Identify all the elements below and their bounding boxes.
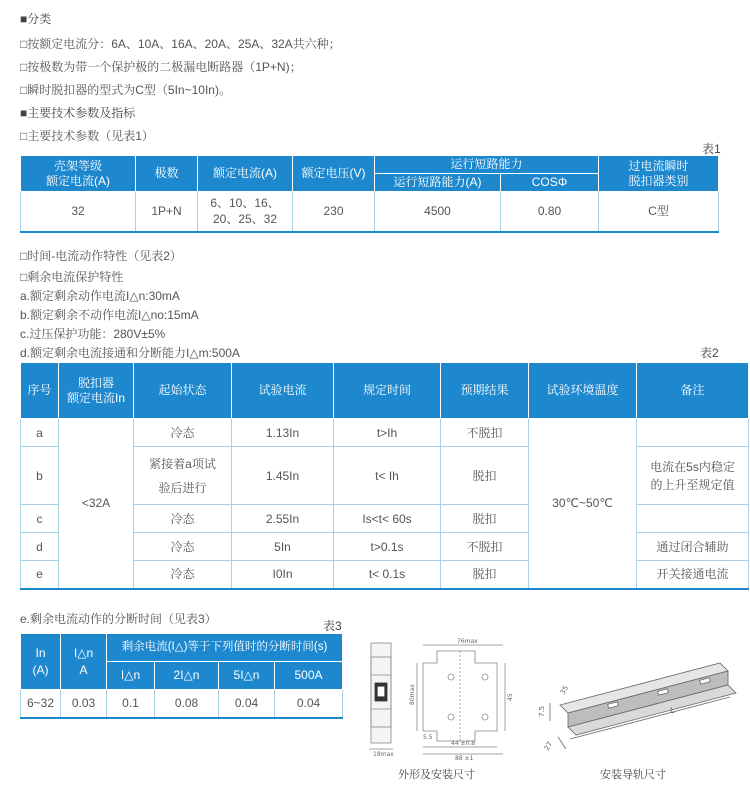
table2-header-current: 试验电流 (232, 363, 334, 419)
table2-cell-state: 冷态 (134, 533, 232, 561)
table1-header-frame: 壳架等级 额定电流(A) (21, 156, 136, 192)
table2-cell-note: 通过闭合辅助 (637, 533, 749, 561)
table1-caption: 表1 (702, 142, 721, 156)
table3-header-1idn: I△n (107, 662, 155, 690)
table2-cell-result: 脱扣 (441, 505, 529, 533)
table2-cell-current: 2.55In (232, 505, 334, 533)
table2-cell-state: 紧接着a项试 验后进行 (134, 447, 232, 505)
table2-cell-note (637, 419, 749, 447)
table2-cell-result: 不脱扣 (441, 419, 529, 447)
text-line-residual: □剩余电流保护特性 (20, 270, 124, 284)
din-rail (550, 663, 736, 749)
table1-cell-cos: 0.80 (501, 192, 599, 232)
rail-length-label: L (670, 706, 675, 715)
table2-cell-note (637, 505, 749, 533)
table2-caption: 表2 (700, 346, 719, 360)
table2-header-no: 序号 (21, 363, 59, 419)
text-line-overvoltage: c.过压保护功能：280V±5% (20, 327, 166, 341)
table2-cell-current: I0In (232, 561, 334, 589)
dim-18-label: 18max (373, 751, 394, 758)
table2-header-result: 预期结果 (441, 363, 529, 419)
table1-header-sc: 运行短路能力 (375, 156, 599, 174)
table2-cell-current: 1.13In (232, 419, 334, 447)
dim-44-label: 44 ±0.8 (451, 740, 476, 747)
table3 (20, 633, 343, 719)
text-line-idn: a.额定剩余动作电流I△n:30mA (20, 289, 180, 303)
rail-drawing-caption: 安装导轨尺寸 (600, 769, 666, 781)
dim-5-5-label: 5.5 (423, 734, 433, 741)
table2-cell-rated: <32A (59, 419, 134, 589)
table2-cell-current: 1.45In (232, 447, 334, 505)
table3-header-in: In (A) (21, 634, 61, 690)
table2-header-time: 规定时间 (334, 363, 441, 419)
dim-45-label: 45 (507, 693, 514, 701)
table2-cell-no: c (21, 505, 59, 533)
text-line-time-current: □时间-电流动作特性（见表2） (20, 249, 182, 263)
table1-cell-voltage: 230 (293, 192, 375, 232)
table2-cell-note: 电流在5s内稳定 的上升至规定值 (637, 447, 749, 505)
dim-80-label: 80max (409, 684, 416, 705)
table2-header-note: 备注 (637, 363, 749, 419)
table2-cell-time: t>0.1s (334, 533, 441, 561)
table1-header-voltage: 额定电压(V) (293, 156, 375, 192)
dim-88-label: 88 ±1 (455, 755, 474, 760)
text-line-idm: d.额定剩余电流接通和分断能力I△m:500A (20, 346, 240, 360)
table1-cell-sc-a: 4500 (375, 192, 501, 232)
text-line-current-classes: □按额定电流分：6A、10A、16A、20A、25A、32A共六种； (20, 37, 341, 51)
table3-cell-500a: 0.04 (275, 690, 343, 718)
table3-header-5idn: 5I△n (219, 662, 275, 690)
text-line-trip-type: □瞬时脱扣器的型式为C型（5In~10In)。 (20, 83, 231, 97)
table2-cell-result: 脱扣 (441, 561, 529, 589)
table1-cell-poles: 1P+N (136, 192, 198, 232)
table2-cell-no: d (21, 533, 59, 561)
table2-cell-current: 5In (232, 533, 334, 561)
table3-cell-in: 6~32 (21, 690, 61, 718)
table1-cell-frame: 32 (21, 192, 136, 232)
dimension-drawing (365, 635, 525, 760)
rail-7-5-label: 7.5 (538, 705, 546, 717)
table3-header-500a: 500A (275, 662, 343, 690)
table2-cell-result: 脱扣 (441, 447, 529, 505)
table2-cell-note: 开关接通电流 (637, 561, 749, 589)
section-heading-parameters: ■主要技术参数及指标 (20, 106, 136, 120)
table3-header-group: 剩余电流(I△)等于下列值时的分断时间(s) (107, 634, 343, 662)
table1-header-poles: 极数 (136, 156, 198, 192)
table3-cell-5idn: 0.04 (219, 690, 275, 718)
table2-header-rated: 脱扣器 额定电流In (59, 363, 134, 419)
table2-cell-no: b (21, 447, 59, 505)
table3-caption: 表3 (323, 619, 342, 633)
table2-cell-time: t< Ih (334, 447, 441, 505)
breaker-front-view (369, 643, 393, 749)
text-line-break-time: e.剩余电流动作的分断时间（见表3） (20, 612, 217, 626)
table2-row-a (21, 419, 749, 447)
table3-cell-1idn: 0.1 (107, 690, 155, 718)
table3-header-2idn: 2I△n (155, 662, 219, 690)
text-line-params-ref: □主要技术参数（见表1） (20, 129, 154, 143)
table2-cell-no: a (21, 419, 59, 447)
table2-header-state: 起始状态 (134, 363, 232, 419)
table1-header-trip: 过电流瞬时 脱扣器类别 (599, 156, 719, 192)
table2-cell-state: 冷态 (134, 505, 232, 533)
table2-cell-time: Is<t< 60s (334, 505, 441, 533)
table2-cell-result: 不脱扣 (441, 533, 529, 561)
table1-cell-current: 6、10、16、 20、25、32 (198, 192, 293, 232)
table1-cell-trip: C型 (599, 192, 719, 232)
table2-cell-time: t>Ih (334, 419, 441, 447)
table1-header-current: 额定电流(A) (198, 156, 293, 192)
rail-35-label: 35 (558, 684, 571, 696)
table1 (20, 155, 719, 233)
rail-drawing (530, 655, 740, 760)
table1-header-cos: COSΦ (501, 174, 599, 192)
table3-cell-idn: 0.03 (61, 690, 107, 718)
table2-cell-state: 冷态 (134, 561, 232, 589)
table3-header-idn: I△n A (61, 634, 107, 690)
text-line-idno: b.额定剩余不动作电流I△no:15mA (20, 308, 199, 322)
dimension-drawing-caption: 外形及安装尺寸 (398, 769, 475, 781)
rail-27-label: 27 (542, 740, 555, 752)
table2-cell-time: t< 0.1s (334, 561, 441, 589)
table2-cell-no: e (21, 561, 59, 589)
dim-76-label: 76max (457, 638, 478, 645)
table2-cell-temp: 30℃~50℃ (529, 419, 637, 589)
table3-cell-2idn: 0.08 (155, 690, 219, 718)
table2 (20, 362, 749, 590)
table2-cell-state: 冷态 (134, 419, 232, 447)
table1-header-sc-a: 运行短路能力(A) (375, 174, 501, 192)
text-line-poles: □按极数为带一个保护极的二极漏电断路器（1P+N)； (20, 60, 302, 74)
table2-header-temp: 试验环境温度 (529, 363, 637, 419)
section-heading-classification: ■分类 (20, 12, 52, 26)
